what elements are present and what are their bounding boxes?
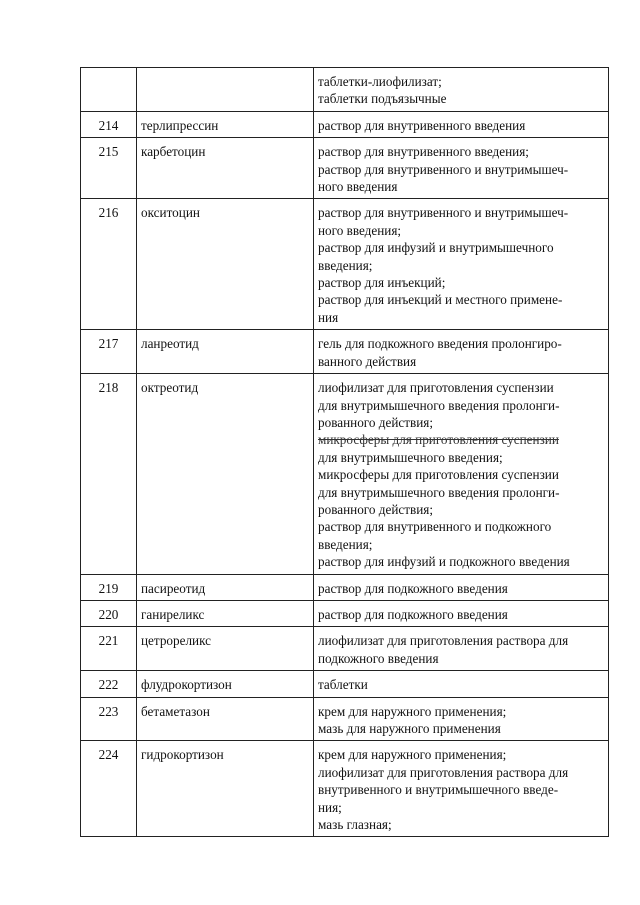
- drug-name: окситоцин: [137, 199, 314, 330]
- table-row: [81, 199, 609, 330]
- dosage-form-line: раствор для инъекций;: [318, 275, 446, 291]
- dosage-form-line: для внутримышечного введения;: [318, 449, 503, 465]
- row-number: 218: [81, 374, 137, 574]
- dosage-form-line: раствор для внутривенного введения: [318, 117, 526, 133]
- dosage-forms: [314, 111, 609, 137]
- table-row: [81, 600, 609, 626]
- dosage-form-line: ванного действия: [318, 353, 417, 369]
- dosage-form-line: раствор для внутривенного и внутримышеч-: [318, 205, 569, 221]
- dosage-form-line: раствор для инфузий и внутримышечного: [318, 240, 554, 256]
- row-number: 220: [81, 600, 137, 626]
- table-row: [81, 374, 609, 574]
- dosage-forms: [314, 330, 609, 374]
- dosage-form-line: рованного действия;: [318, 501, 434, 517]
- dosage-form-line: раствор для инфузий и подкожного введения: [318, 554, 570, 570]
- dosage-form-line: подкожного введения: [318, 650, 439, 666]
- dosage-form-line: микросферы для приготовления суспензии: [318, 467, 559, 483]
- row-number: 224: [81, 741, 137, 837]
- drug-table-body: [81, 68, 609, 837]
- dosage-forms: [314, 574, 609, 600]
- dosage-form-line: раствор для внутривенного введения;: [318, 144, 529, 160]
- dosage-form-line: раствор для подкожного введения: [318, 606, 508, 622]
- row-number: [81, 68, 137, 112]
- dosage-form-line: таблетки-лиофилизат;: [318, 74, 442, 89]
- dosage-forms: [314, 697, 609, 741]
- drug-name: пасиреотид: [137, 574, 314, 600]
- table-row: [81, 741, 609, 837]
- dosage-forms: [314, 138, 609, 199]
- drug-name: октреотид: [137, 374, 314, 574]
- dosage-form-line: мазь для наружного применения: [318, 721, 501, 736]
- dosage-form-line: введения;: [318, 257, 373, 273]
- dosage-form-line: раствор для подкожного введения: [318, 580, 508, 596]
- dosage-forms: [314, 627, 609, 671]
- dosage-form-line: раствор для внутривенного и подкожного: [318, 519, 552, 535]
- drug-name: терлипрессин: [137, 111, 314, 137]
- dosage-form-line: микросферы для приготовления суспензии: [318, 432, 559, 448]
- dosage-form-line: мазь глазная;: [318, 817, 392, 833]
- table-row: [81, 138, 609, 199]
- dosage-form-line: рованного действия;: [318, 414, 434, 430]
- dosage-form-line: лиофилизат для приготовления раствора для: [318, 764, 569, 780]
- row-number: 216: [81, 199, 137, 330]
- dosage-form-line: ния;: [318, 799, 342, 815]
- drug-name: бетаметазон: [137, 697, 314, 741]
- row-number: 215: [81, 138, 137, 199]
- dosage-forms: [314, 600, 609, 626]
- row-number: 223: [81, 697, 137, 741]
- table-row: [81, 330, 609, 374]
- dosage-form-line: гель для подкожного введения пролонгиро-: [318, 336, 562, 352]
- table-row: [81, 697, 609, 741]
- row-number: 219: [81, 574, 137, 600]
- drug-name: [137, 68, 314, 112]
- dosage-form-line: для внутримышечного введения пролонги-: [318, 397, 560, 413]
- dosage-form-line: таблетки: [318, 677, 368, 693]
- dosage-form-line: раствор для инъекций и местного примене-: [318, 292, 563, 308]
- dosage-form-line: раствор для внутривенного и внутримышеч-: [318, 161, 569, 177]
- dosage-forms: [314, 374, 609, 574]
- drug-name: флудрокортизон: [137, 671, 314, 697]
- row-number: 214: [81, 111, 137, 137]
- dosage-form-line: лиофилизат для приготовления суспензии: [318, 380, 554, 396]
- dosage-forms: [314, 741, 609, 837]
- dosage-form-line: крем для наружного применения;: [318, 747, 507, 763]
- dosage-form-line: внутривенного и внутримышечного введе-: [318, 782, 559, 798]
- drug-table: [80, 67, 609, 837]
- dosage-form-line: введения;: [318, 536, 373, 552]
- dosage-form-line: ния: [318, 309, 339, 325]
- dosage-form-line: для внутримышечного введения пролонги-: [318, 484, 560, 500]
- row-number: 217: [81, 330, 137, 374]
- dosage-form-line: лиофилизат для приготовления раствора для: [318, 633, 569, 649]
- drug-name: ланреотид: [137, 330, 314, 374]
- row-number: 221: [81, 627, 137, 671]
- dosage-form-line: таблетки подъязычные: [318, 91, 447, 107]
- dosage-forms: [314, 68, 609, 112]
- table-row: [81, 574, 609, 600]
- row-number: 222: [81, 671, 137, 697]
- dosage-form-line: крем для наружного применения;: [318, 703, 507, 719]
- dosage-forms: [314, 671, 609, 697]
- dosage-form-line: ного введения;: [318, 222, 402, 238]
- dosage-form-line: ного введения: [318, 179, 398, 195]
- drug-name: цетрореликс: [137, 627, 314, 671]
- table-row: [81, 111, 609, 137]
- dosage-forms: [314, 199, 609, 330]
- table-row: [81, 671, 609, 697]
- table-row: [81, 627, 609, 671]
- drug-name: гидрокортизон: [137, 741, 314, 837]
- drug-name: карбетоцин: [137, 138, 314, 199]
- drug-name: ганиреликс: [137, 600, 314, 626]
- table-row: [81, 68, 609, 112]
